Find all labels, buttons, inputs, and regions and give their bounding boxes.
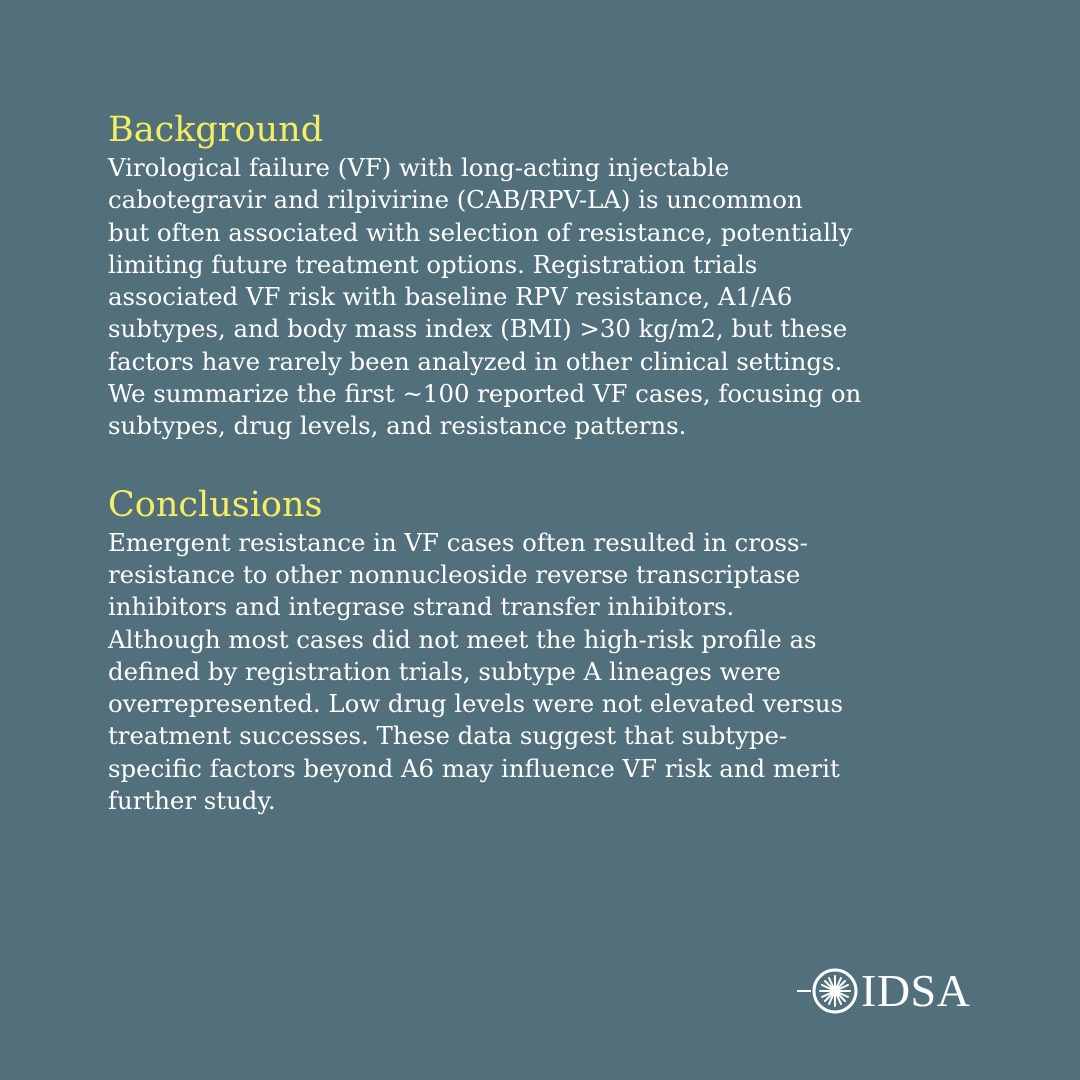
conclusions-text: Emergent resistance in VF cases often resulted in cross- resistance to other nonnucleoside reverse transcriptase inhibitors and integrase strand transfer inhibitors. Although most cases did not meet the high-risk profile as defined by registration trials, subtype A lineages were overrepresented. Low drug levels were not elevated versus treatment successes. These data suggest that subtype- specific factors beyond A6 may influence VF risk and merit further study. xyxy=(108,527,844,816)
idsa-logo-text: IDSA xyxy=(861,965,971,1016)
background-heading: Background xyxy=(108,110,324,150)
background-text: Virological failure (VF) with long-acting injectable cabotegravir and rilpivirine (CAB/RPV-LA) is uncommon but often associated with selection of resistance, potentially limiting future treatment options. Registration trials associated VF risk with baseline RPV resistance, A1/A6 subtypes, and body mass index (BMI) >30 kg/m2, but these factors have rarely been analyzed in other clinical settings. We summarize the first ~100 reported VF cases, focusing on subtypes, drug levels, and resistance patterns. xyxy=(108,153,862,441)
conclusions-heading: Conclusions xyxy=(108,484,323,525)
idsa-logo xyxy=(797,965,971,1016)
starburst-icon xyxy=(797,968,859,1014)
abstract-content xyxy=(108,108,988,817)
section-spacer xyxy=(108,443,988,483)
